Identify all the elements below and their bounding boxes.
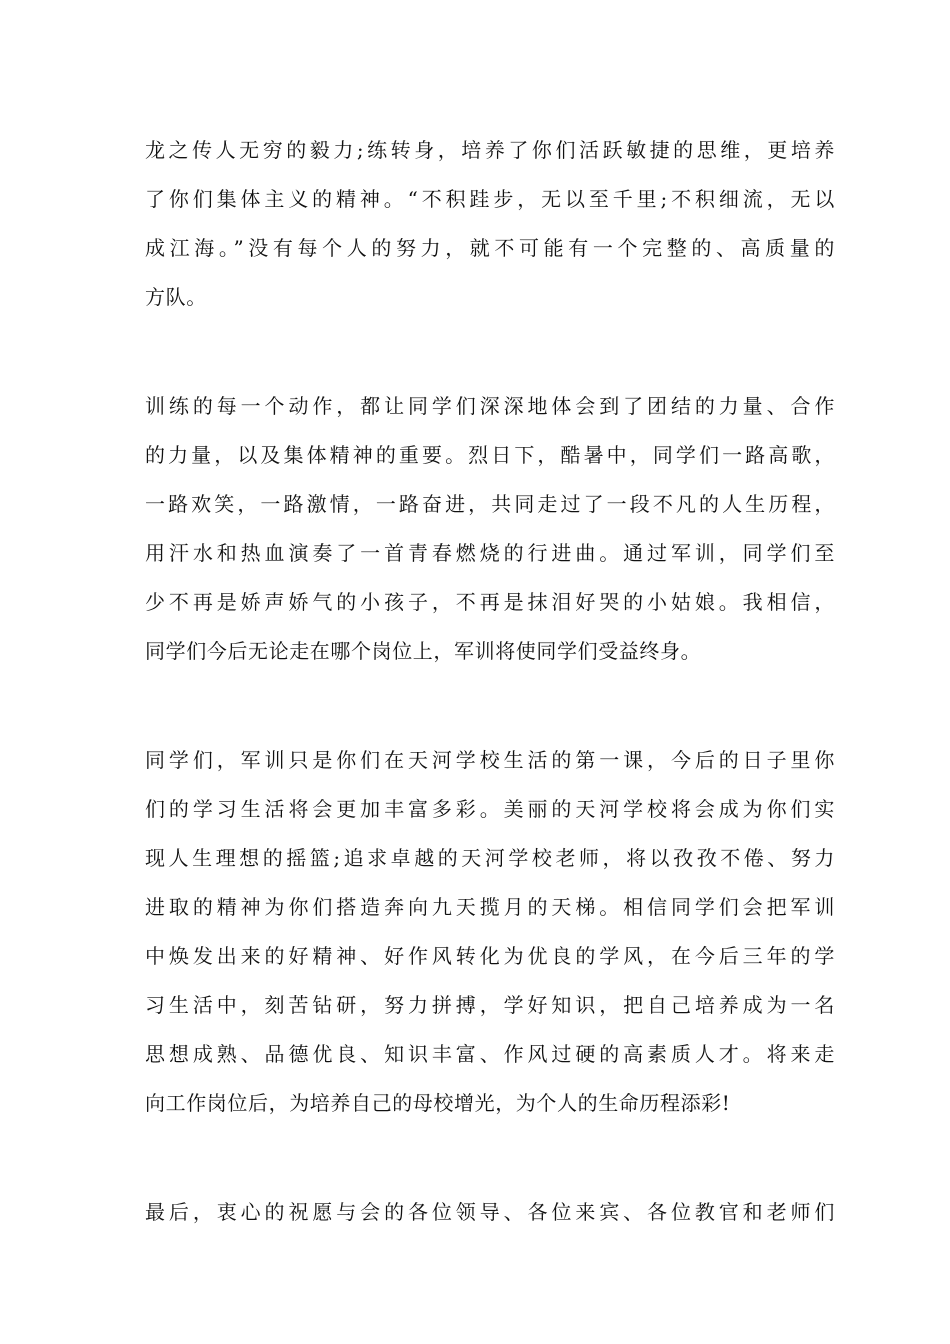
paragraph-2 [145, 382, 835, 676]
text-line: 方队。 [145, 285, 207, 309]
text-line: 同学们，军训只是你们在天河学校生活的第一课，今后的日子里你 [145, 748, 835, 772]
text-line: 同学们今后无论走在哪个岗位上，军训将使同学们受益终身。 [145, 639, 702, 663]
text-line: 少不再是娇声娇气的小孩子，不再是抹泪好哭的小姑娘。我相信， [145, 590, 835, 614]
text-line: 最后，衷心的祝愿与会的各位领导、各位来宾、各位教官和老师们 [145, 1200, 835, 1224]
text-line: 思想成熟、品德优良、知识丰富、作风过硬的高素质人才。将来走 [145, 1042, 835, 1066]
text-line: 中焕发出来的好精神、好作风转化为优良的学风，在今后三年的学 [145, 944, 835, 968]
text-line: 们的学习生活将会更加丰富多彩。美丽的天河学校将会成为你们实 [145, 797, 835, 821]
paragraph-1 [145, 126, 835, 322]
text-line: 了你们集体主义的精神。“不积跬步，无以至千里;不积细流，无以 [145, 187, 835, 211]
text-line: 向工作岗位后，为培养自己的母校增光，为个人的生命历程添彩! [145, 1091, 731, 1115]
text-line: 进取的精神为你们搭造奔向九天揽月的天梯。相信同学们会把军训 [145, 895, 835, 919]
text-line: 用汗水和热血演奏了一首青春燃烧的行进曲。通过军训，同学们至 [145, 541, 835, 565]
text-line: 习生活中，刻苦钻研，努力拼搏，学好知识，把自己培养成为一名 [145, 993, 835, 1017]
text-line: 成江海。”没有每个人的努力，就不可能有一个完整的、高质量的 [145, 236, 835, 260]
document-body [145, 126, 835, 1297]
paragraph-3 [145, 736, 835, 1128]
text-line: 一路欢笑，一路激情，一路奋进，共同走过了一段不凡的人生历程， [145, 492, 835, 516]
paragraph-4 [145, 1188, 835, 1237]
text-line: 现人生理想的摇篮;追求卓越的天河学校老师，将以孜孜不倦、努力 [145, 846, 835, 870]
text-line: 的力量，以及集体精神的重要。烈日下，酷暑中，同学们一路高歌， [145, 443, 835, 467]
text-line: 训练的每一个动作，都让同学们深深地体会到了团结的力量、合作 [145, 394, 835, 418]
text-line: 龙之传人无穷的毅力;练转身，培养了你们活跃敏捷的思维，更培养 [145, 138, 835, 162]
